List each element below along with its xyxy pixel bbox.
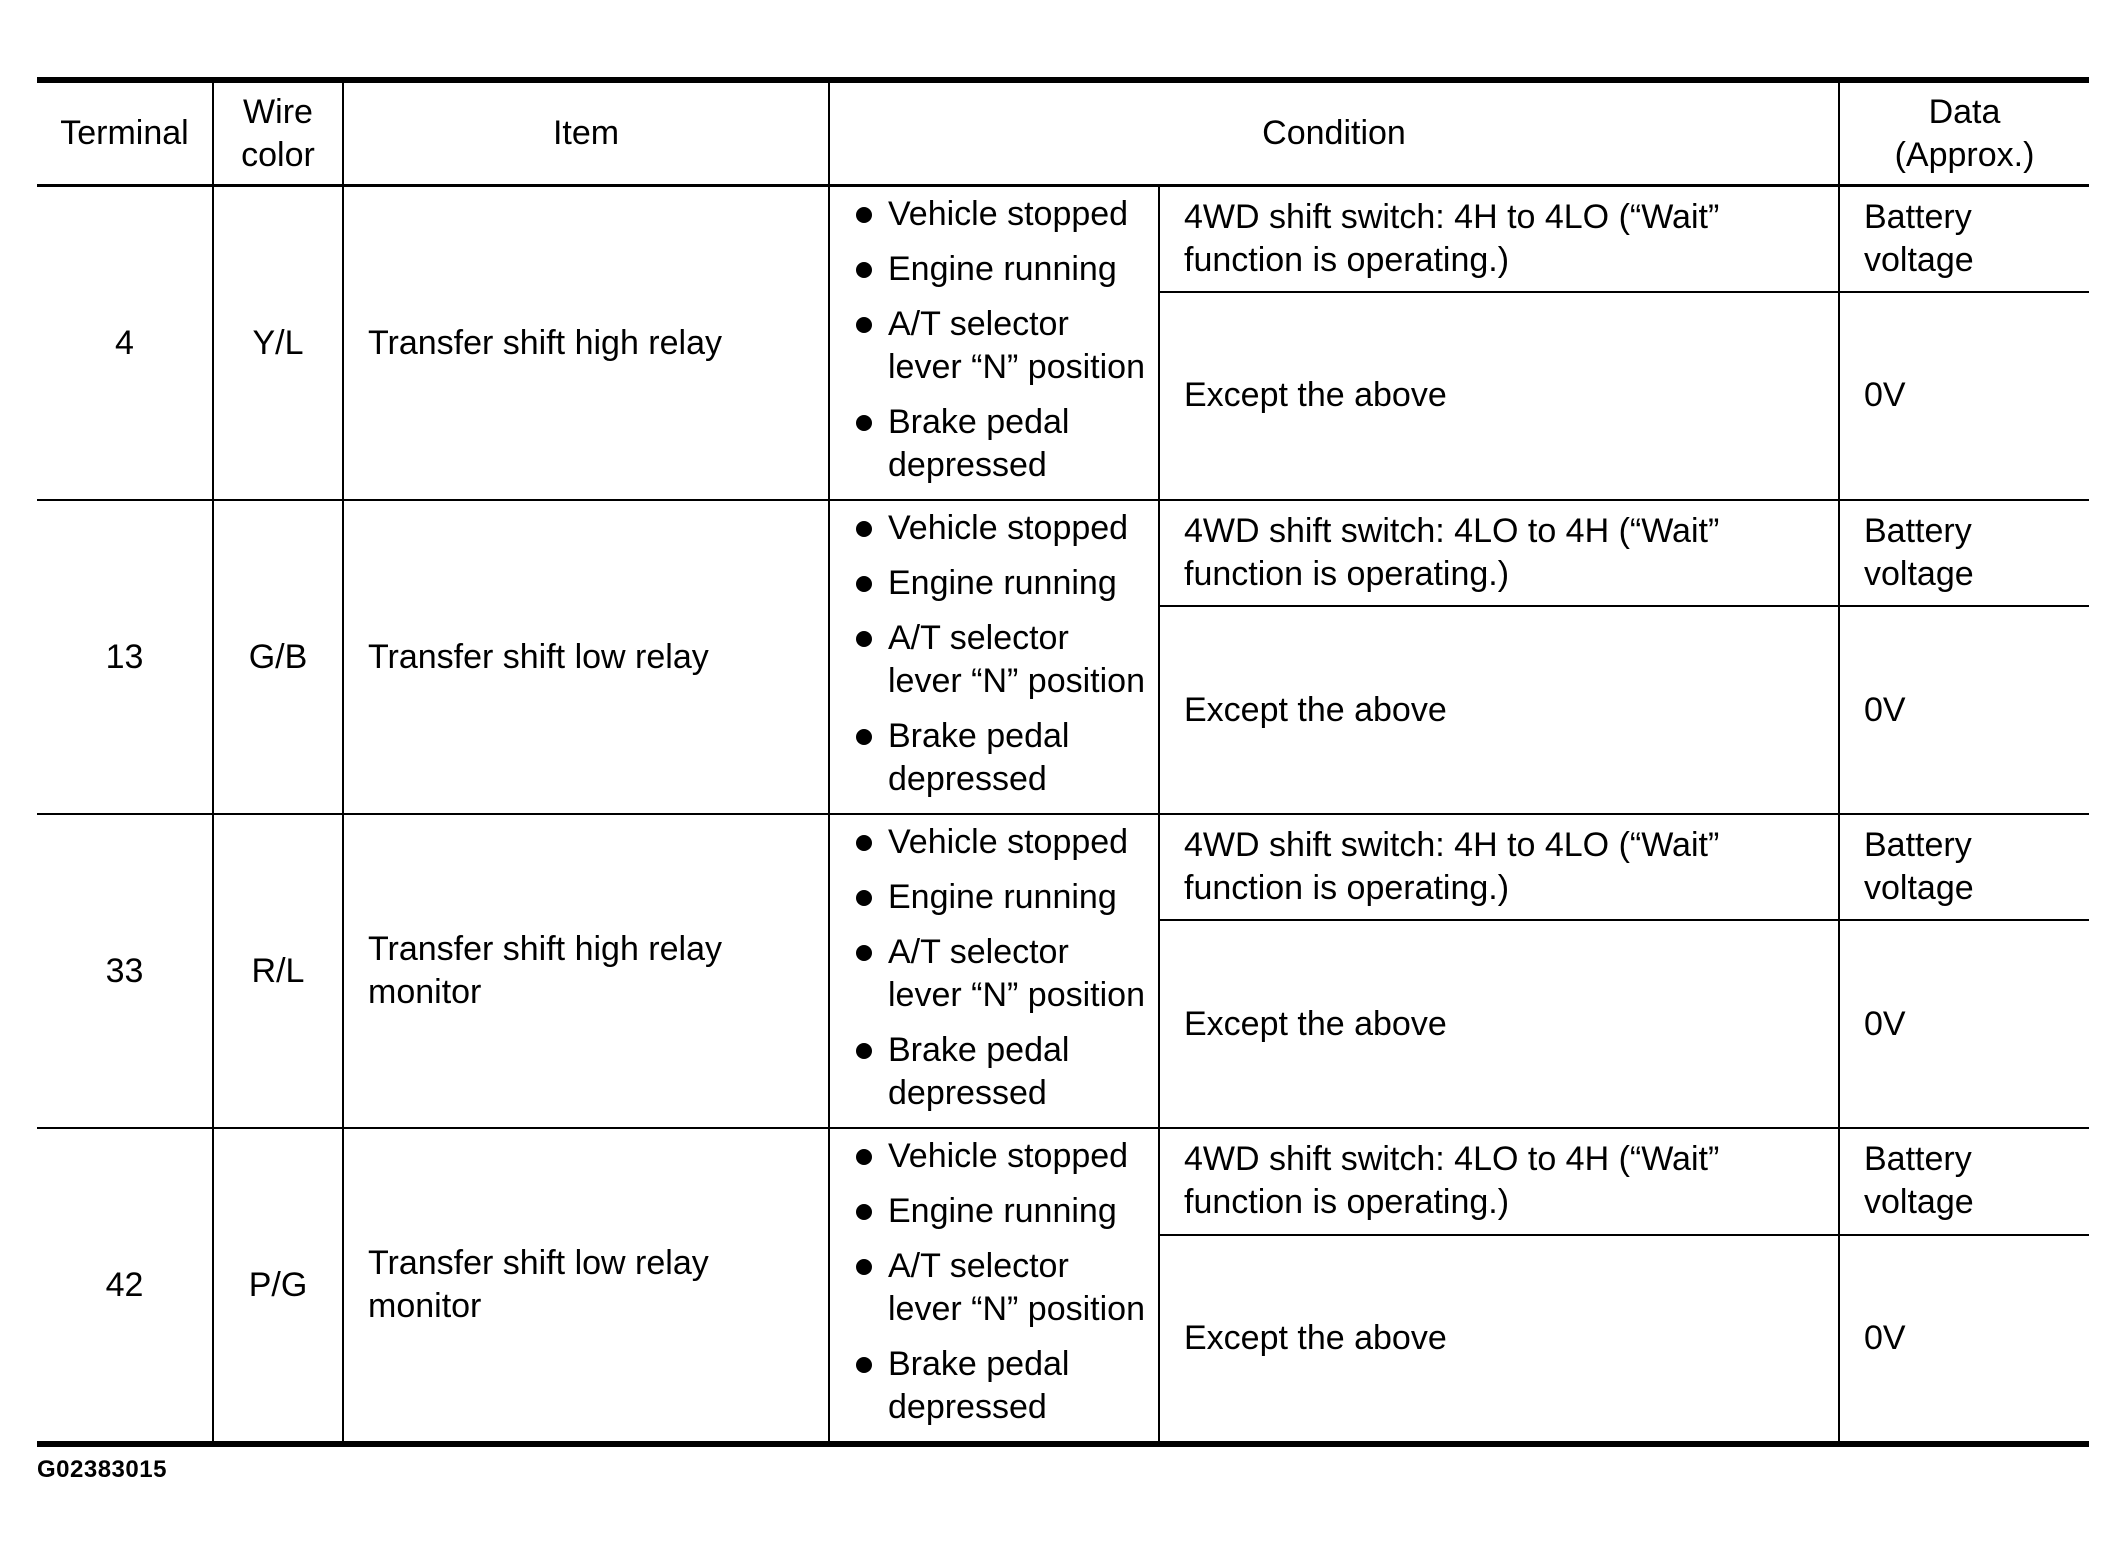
bullet-dot-icon (856, 835, 872, 851)
condition-bullet-item (848, 562, 1148, 605)
bullet-dot-icon (856, 890, 872, 906)
condition-bullet-text: Engine running (888, 564, 1117, 602)
bullet-dot-icon (856, 1204, 872, 1220)
condition-bullet-item (848, 401, 1148, 487)
condition-bullet-item (848, 248, 1148, 291)
condition-bullet-text: A/T selector lever “N” position (888, 619, 1145, 700)
sub-condition-cell: Except the above (1159, 920, 1839, 1128)
condition-bullet-list (848, 1135, 1148, 1429)
condition-bullet-text: Brake pedal depressed (888, 1031, 1070, 1112)
table-row (37, 186, 2089, 292)
bullet-dot-icon (856, 262, 872, 278)
sub-condition-cell: Except the above (1159, 292, 1839, 500)
sub-condition-cell: Except the above (1159, 606, 1839, 814)
header-terminal: Terminal (37, 80, 213, 186)
data-value-cell: 0V (1839, 920, 2089, 1128)
condition-bullet-item (848, 715, 1148, 801)
condition-bullet-text: Brake pedal depressed (888, 717, 1070, 798)
terminal-data-table-wrapper (37, 77, 2089, 1447)
table-row (37, 500, 2089, 606)
wire-color-cell: P/G (213, 1128, 343, 1444)
condition-bullet-item (848, 1343, 1148, 1429)
wire-color-cell: Y/L (213, 186, 343, 501)
sub-condition-cell: 4WD shift switch: 4H to 4LO (“Wait” function is operating.) (1159, 814, 1839, 920)
data-value-cell: 0V (1839, 1235, 2089, 1444)
bullet-dot-icon (856, 1043, 872, 1059)
condition-bullet-text: A/T selector lever “N” position (888, 1247, 1145, 1328)
condition-bullet-item (848, 931, 1148, 1017)
figure-code: G02383015 (37, 1456, 167, 1483)
condition-bullet-text: A/T selector lever “N” position (888, 305, 1145, 386)
condition-bullet-list (848, 821, 1148, 1115)
bullet-dot-icon (856, 207, 872, 223)
condition-bullets-cell (829, 500, 1159, 814)
bullet-dot-icon (856, 576, 872, 592)
condition-bullet-item (848, 507, 1148, 550)
condition-bullet-text: Engine running (888, 1192, 1117, 1230)
bullet-dot-icon (856, 1259, 872, 1275)
condition-bullet-list (848, 193, 1148, 487)
condition-bullet-item (848, 1135, 1148, 1178)
condition-bullet-item (848, 876, 1148, 919)
terminal-data-table (37, 77, 2089, 1447)
condition-bullet-item (848, 617, 1148, 703)
bullet-dot-icon (856, 317, 872, 333)
condition-bullet-text: Vehicle stopped (888, 509, 1129, 547)
condition-bullets-cell (829, 814, 1159, 1128)
condition-bullet-text: Vehicle stopped (888, 1137, 1129, 1175)
header-item: Item (343, 80, 829, 186)
data-value-cell: 0V (1839, 606, 2089, 814)
condition-bullet-item (848, 821, 1148, 864)
condition-bullet-text: Vehicle stopped (888, 823, 1129, 861)
terminal-cell: 33 (37, 814, 213, 1128)
terminal-cell: 4 (37, 186, 213, 501)
wire-color-cell: R/L (213, 814, 343, 1128)
header-wire-color: Wire color (213, 80, 343, 186)
item-cell: Transfer shift high relay monitor (343, 814, 829, 1128)
condition-bullets-cell (829, 1128, 1159, 1444)
bullet-dot-icon (856, 1357, 872, 1373)
data-value-cell: Battery voltage (1839, 500, 2089, 606)
table-header-row (37, 80, 2089, 186)
item-cell: Transfer shift high relay (343, 186, 829, 501)
wire-color-cell: G/B (213, 500, 343, 814)
sub-condition-cell: 4WD shift switch: 4LO to 4H (“Wait” function is operating.) (1159, 1128, 1839, 1235)
condition-bullet-item (848, 1029, 1148, 1115)
condition-bullet-item (848, 193, 1148, 236)
sub-condition-cell: 4WD shift switch: 4H to 4LO (“Wait” function is operating.) (1159, 186, 1839, 292)
header-condition: Condition (829, 80, 1839, 186)
sub-condition-cell: Except the above (1159, 1235, 1839, 1444)
condition-bullet-item (848, 1245, 1148, 1331)
condition-bullets-cell (829, 186, 1159, 501)
condition-bullet-text: Brake pedal depressed (888, 403, 1070, 484)
data-value-cell: Battery voltage (1839, 1128, 2089, 1235)
condition-bullet-text: Vehicle stopped (888, 195, 1129, 233)
condition-bullet-text: Engine running (888, 250, 1117, 288)
table-row (37, 1128, 2089, 1235)
bullet-dot-icon (856, 415, 872, 431)
item-cell: Transfer shift low relay monitor (343, 1128, 829, 1444)
sub-condition-cell: 4WD shift switch: 4LO to 4H (“Wait” function is operating.) (1159, 500, 1839, 606)
bullet-dot-icon (856, 729, 872, 745)
condition-bullet-text: A/T selector lever “N” position (888, 933, 1145, 1014)
bullet-dot-icon (856, 1149, 872, 1165)
condition-bullet-item (848, 1190, 1148, 1233)
data-value-cell: Battery voltage (1839, 814, 2089, 920)
terminal-cell: 42 (37, 1128, 213, 1444)
data-value-cell: Battery voltage (1839, 186, 2089, 292)
table-row (37, 814, 2089, 920)
item-cell: Transfer shift low relay (343, 500, 829, 814)
terminal-cell: 13 (37, 500, 213, 814)
condition-bullet-text: Brake pedal depressed (888, 1345, 1070, 1426)
header-data: Data (Approx.) (1839, 80, 2089, 186)
bullet-dot-icon (856, 631, 872, 647)
condition-bullet-item (848, 303, 1148, 389)
condition-bullet-text: Engine running (888, 878, 1117, 916)
bullet-dot-icon (856, 945, 872, 961)
condition-bullet-list (848, 507, 1148, 801)
bullet-dot-icon (856, 521, 872, 537)
data-value-cell: 0V (1839, 292, 2089, 500)
